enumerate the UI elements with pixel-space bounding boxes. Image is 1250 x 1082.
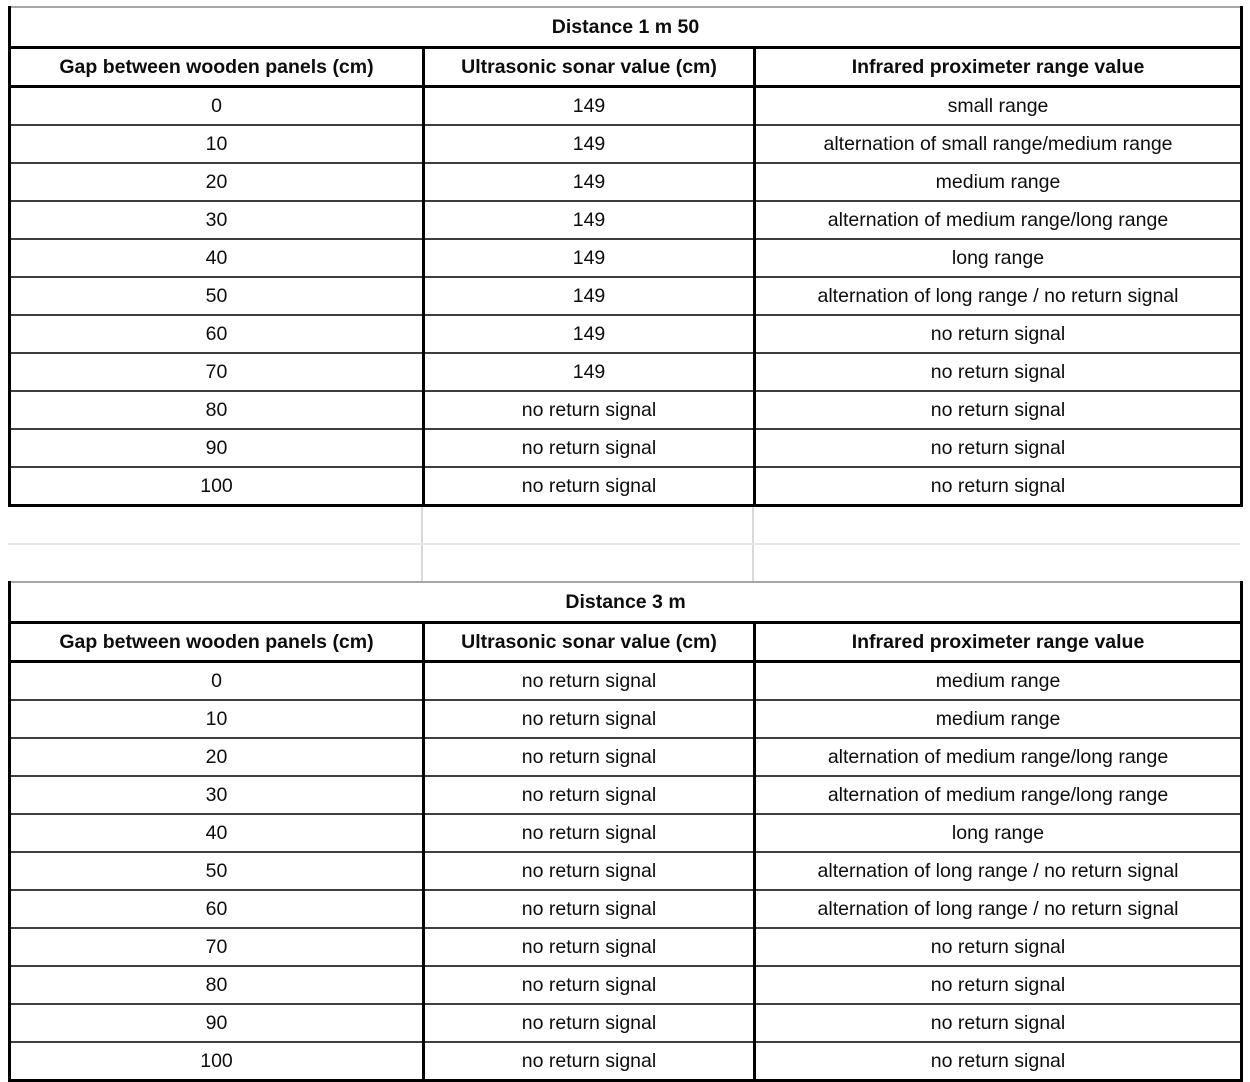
table-row: [10, 852, 1242, 890]
table-row: [10, 201, 1242, 239]
cell-sonar: no return signal: [424, 776, 755, 814]
table-row: [10, 467, 1242, 506]
table-row: [10, 776, 1242, 814]
cell-gap: 20: [10, 163, 424, 201]
cell-sonar: no return signal: [424, 738, 755, 776]
cell-infrared: medium range: [755, 163, 1242, 201]
table-distance-1m50: [8, 6, 1243, 507]
table-header-row: [10, 48, 1242, 87]
table-row: [10, 814, 1242, 852]
cell-sonar: 149: [424, 163, 755, 201]
cell-sonar: 149: [424, 353, 755, 391]
cell-sonar: no return signal: [424, 429, 755, 467]
cell-sonar: no return signal: [424, 1004, 755, 1042]
cell-gap: 80: [10, 966, 424, 1004]
table-row: [10, 1042, 1242, 1081]
table-title: Distance 3 m: [10, 582, 1242, 623]
cell-sonar: no return signal: [424, 814, 755, 852]
cell-infrared: alternation of small range/medium range: [755, 125, 1242, 163]
cell-sonar: 149: [424, 277, 755, 315]
table-row: [10, 239, 1242, 277]
empty-cell: [422, 507, 753, 544]
cell-gap: 10: [10, 125, 424, 163]
cell-infrared: alternation of long range / no return signal: [755, 890, 1242, 928]
table-row: [10, 890, 1242, 928]
cell-infrared: no return signal: [755, 467, 1242, 506]
column-header-sonar: Ultrasonic sonar value (cm): [424, 623, 755, 662]
table-header-row: [10, 623, 1242, 662]
cell-sonar: no return signal: [424, 700, 755, 738]
cell-infrared: alternation of medium range/long range: [755, 201, 1242, 239]
column-header-infrared: Infrared proximeter range value: [755, 48, 1242, 87]
cell-sonar: no return signal: [424, 966, 755, 1004]
cell-infrared: alternation of medium range/long range: [755, 776, 1242, 814]
table-distance-3m: [8, 581, 1243, 1082]
table-title-row: [10, 7, 1242, 48]
empty-cell: [422, 544, 753, 581]
cell-sonar: 149: [424, 125, 755, 163]
cell-sonar: no return signal: [424, 1042, 755, 1081]
cell-infrared: no return signal: [755, 966, 1242, 1004]
spacer-rows: [8, 507, 1240, 581]
cell-sonar: 149: [424, 315, 755, 353]
cell-gap: 80: [10, 391, 424, 429]
cell-infrared: alternation of long range / no return signal: [755, 852, 1242, 890]
cell-gap: 90: [10, 1004, 424, 1042]
table-row: [10, 125, 1242, 163]
cell-sonar: no return signal: [424, 391, 755, 429]
cell-infrared: no return signal: [755, 1042, 1242, 1081]
cell-gap: 100: [10, 467, 424, 506]
cell-infrared: no return signal: [755, 353, 1242, 391]
table-row: [10, 315, 1242, 353]
table-row: [10, 353, 1242, 391]
table-row: [10, 700, 1242, 738]
cell-sonar: no return signal: [424, 928, 755, 966]
table-row: [10, 966, 1242, 1004]
table-row: [10, 429, 1242, 467]
cell-gap: 10: [10, 700, 424, 738]
table-row: [10, 391, 1242, 429]
table-row: [10, 662, 1242, 701]
cell-infrared: no return signal: [755, 928, 1242, 966]
table-row: [10, 163, 1242, 201]
cell-infrared: alternation of long range / no return signal: [755, 277, 1242, 315]
empty-row: [8, 507, 1240, 544]
cell-sonar: no return signal: [424, 467, 755, 506]
cell-gap: 0: [10, 662, 424, 701]
empty-row: [8, 544, 1240, 581]
cell-gap: 60: [10, 315, 424, 353]
table-row: [10, 738, 1242, 776]
cell-sonar: 149: [424, 87, 755, 126]
cell-gap: 60: [10, 890, 424, 928]
cell-gap: 40: [10, 239, 424, 277]
empty-cell: [8, 507, 422, 544]
table-row: [10, 1004, 1242, 1042]
empty-cell: [753, 507, 1240, 544]
table-row: [10, 928, 1242, 966]
cell-gap: 50: [10, 277, 424, 315]
cell-gap: 70: [10, 353, 424, 391]
cell-infrared: no return signal: [755, 429, 1242, 467]
cell-infrared: long range: [755, 814, 1242, 852]
cell-gap: 70: [10, 928, 424, 966]
cell-infrared: small range: [755, 87, 1242, 126]
cell-infrared: long range: [755, 239, 1242, 277]
cell-infrared: medium range: [755, 662, 1242, 701]
table-title: Distance 1 m 50: [10, 7, 1242, 48]
cell-infrared: no return signal: [755, 391, 1242, 429]
cell-sonar: 149: [424, 201, 755, 239]
empty-cell: [753, 544, 1240, 581]
cell-gap: 50: [10, 852, 424, 890]
column-header-gap: Gap between wooden panels (cm): [10, 48, 424, 87]
cell-infrared: alternation of medium range/long range: [755, 738, 1242, 776]
table-row: [10, 277, 1242, 315]
cell-gap: 0: [10, 87, 424, 126]
cell-sonar: no return signal: [424, 890, 755, 928]
cell-infrared: no return signal: [755, 315, 1242, 353]
cell-infrared: medium range: [755, 700, 1242, 738]
table-title-row: [10, 582, 1242, 623]
cell-sonar: no return signal: [424, 662, 755, 701]
cell-gap: 30: [10, 201, 424, 239]
empty-cell: [8, 544, 422, 581]
table-row: [10, 87, 1242, 126]
cell-gap: 40: [10, 814, 424, 852]
cell-gap: 100: [10, 1042, 424, 1081]
cell-sonar: no return signal: [424, 852, 755, 890]
cell-gap: 90: [10, 429, 424, 467]
cell-gap: 20: [10, 738, 424, 776]
column-header-gap: Gap between wooden panels (cm): [10, 623, 424, 662]
cell-sonar: 149: [424, 239, 755, 277]
cell-gap: 30: [10, 776, 424, 814]
column-header-infrared: Infrared proximeter range value: [755, 623, 1242, 662]
column-header-sonar: Ultrasonic sonar value (cm): [424, 48, 755, 87]
cell-infrared: no return signal: [755, 1004, 1242, 1042]
